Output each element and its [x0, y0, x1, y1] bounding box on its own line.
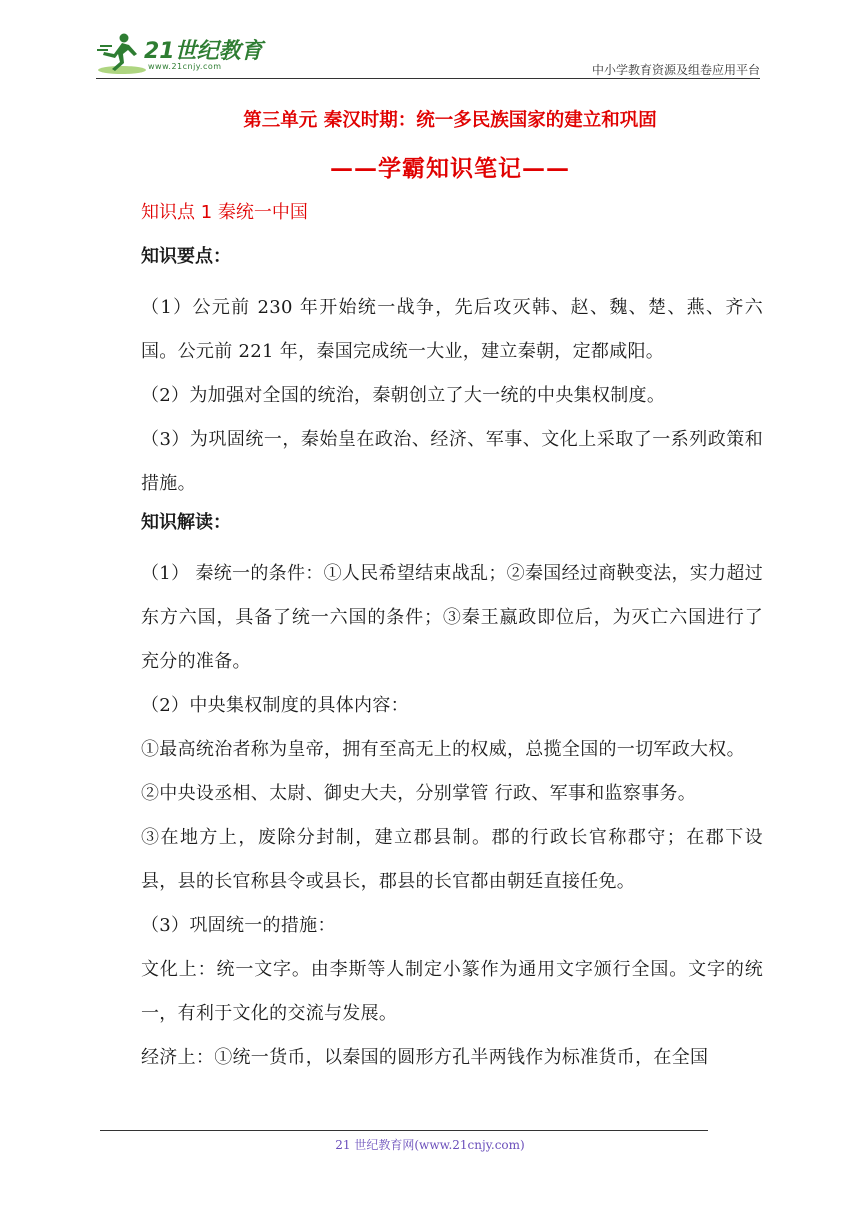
- point-paragraph: （2）为加强对全国的统治，秦朝创立了大一统的中央集权制度。: [141, 385, 666, 406]
- reading-paragraph: （3）巩固统一的措施：: [141, 915, 336, 936]
- reading-paragraph: （2）中央集权制度的具体内容：: [141, 695, 409, 716]
- reading-paragraph: ②中央设丞相、太尉、御史大夫，分别掌管 行政、军事和监察事务。: [141, 783, 697, 804]
- points-heading: 知识要点：: [141, 246, 231, 267]
- logo-text: 21世纪教育: [144, 39, 263, 64]
- header-divider: [96, 78, 760, 79]
- point-paragraph: （1）公元前 230 年开始统一战争，先后攻灭韩、赵、魏、楚、燕、齐六国。公元前 221 年，秦国完成统一大业，建立秦朝，定都咸阳。: [141, 297, 763, 362]
- page-footer[interactable]: 21 世纪教育网(www.21cnjy.com): [335, 1138, 525, 1152]
- platform-name: 中小学教育资源及组卷应用平台: [591, 63, 760, 77]
- logo-url: www.21cnjy.com: [148, 62, 222, 71]
- site-logo[interactable]: [96, 32, 271, 76]
- page-title: 第三单元 秦汉时期：统一多民族国家的建立和巩固: [243, 110, 657, 131]
- main-content: [141, 198, 763, 1080]
- footer-divider: [100, 1130, 708, 1131]
- reading-paragraph: ①最高统治者称为皇帝，拥有至高无上的权威，总揽全国的一切军政大权。: [141, 739, 745, 760]
- section-title: 知识点 1 秦统一中国: [141, 202, 308, 223]
- page-subtitle: ——学霸知识笔记——: [330, 155, 570, 182]
- reading-paragraph: ③在地方上，废除分封制，建立郡县制。郡的行政长官称郡守；在郡下设县，县的长官称县令或县长，郡县的长官都由朝廷直接任免。: [141, 827, 763, 892]
- point-paragraph: （3）为巩固统一，秦始皇在政治、经济、军事、文化上采取了一系列政策和措施。: [141, 429, 763, 494]
- reading-heading: 知识解读：: [141, 512, 231, 533]
- runner-icon: [96, 32, 146, 76]
- page-header: [96, 28, 760, 80]
- reading-paragraph: （1） 秦统一的条件：①人民希望结束战乱；②秦国经过商鞅变法，实力超过东方六国，具备了统一六国的条件；③秦王嬴政即位后，为灭亡六国进行了充分的准备。: [141, 563, 763, 672]
- reading-paragraph: 文化上：统一文字。由李斯等人制定小篆作为通用文字颁行全国。文字的统一，有利于文化的交流与发展。: [141, 959, 763, 1024]
- reading-paragraph: 经济上：①统一货币，以秦国的圆形方孔半两钱作为标准货币，在全国: [141, 1047, 709, 1068]
